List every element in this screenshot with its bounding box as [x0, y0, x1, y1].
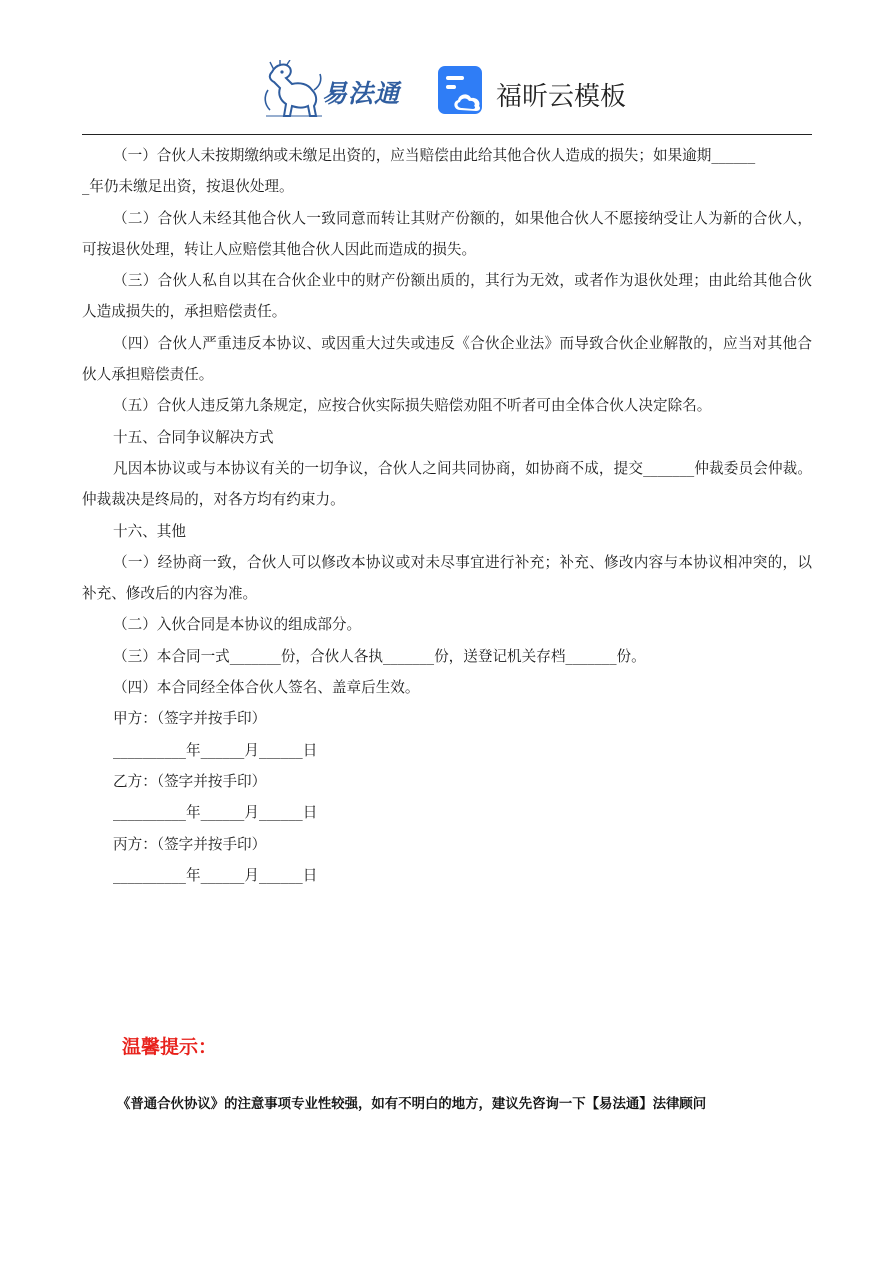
tip-title: 温馨提示： [122, 1036, 218, 1058]
clause-paragraph: （三）本合同一式_______份，合伙人各执_______份，送登记机关存档_______份。 [113, 647, 646, 665]
section-heading: 十六、其他 [113, 522, 186, 540]
signature-party-c: 丙方：（签字并按手印） [113, 835, 267, 853]
foxit-brand-text: 福昕云模板 [496, 82, 627, 112]
clause-paragraph: （四）合伙人严重违反本协议、或因重大过失或违反《合伙企业法》而导致合伙企业解散的，应当对其他合伙人承担赔偿责任。 [82, 334, 812, 384]
clause-paragraph: 凡因本协议或与本协议有关的一切争议，合伙人之间共同协商，如协商不成，提交_______仲裁委员会仲裁。仲裁裁决是终局的，对各方均有约束力。 [82, 459, 812, 509]
page-header [0, 58, 893, 124]
foxit-template-logo [436, 64, 636, 118]
section-heading: 十五、合同争议解决方式 [113, 428, 274, 446]
document-cloud-icon [436, 64, 488, 118]
yifatong-logo [262, 60, 422, 120]
clause-paragraph: （二）入伙合同是本协议的组成部分。 [113, 616, 362, 634]
tip-body: 《普通合伙协议》的注意事项专业性较强，如有不明白的地方，建议先咨询一下【易法通】法律顾问 [117, 1097, 707, 1112]
signature-party-a: 甲方：（签字并按手印） [113, 710, 267, 728]
clause-paragraph: （一）合伙人未按期缴纳或未缴足出资的，应当赔偿由此给其他合伙人造成的损失；如果逾期______ [113, 147, 756, 164]
header-divider [82, 134, 812, 135]
signature-date-c: __________年______月______日 [113, 866, 318, 884]
clause-paragraph: （三）合伙人私自以其在合伙企业中的财产份额出质的，其行为无效，或者作为退伙处理；由此给其他合伙人造成损失的，承担赔偿责任。 [82, 272, 812, 321]
signature-date-a: __________年______月______日 [113, 741, 318, 759]
clause-paragraph: （五）合伙人违反第九条规定，应按合伙实际损失赔偿劝阻不听者可由全体合伙人决定除名。 [113, 397, 712, 415]
clause-paragraph: （二）合伙人未经其他合伙人一致同意而转让其财产份额的，如果他合伙人不愿接纳受让人为新的合伙人，可按退伙处理，转让人应赔偿其他合伙人因此而造成的损失。 [82, 209, 812, 258]
clause-paragraph: （一）经协商一致，合伙人可以修改本协议或对未尽事宜进行补充；补充、修改内容与本协议相冲突的，以补充、修改后的内容为准。 [82, 553, 812, 603]
clause-paragraph: （四）本合同经全体合伙人签名、盖章后生效。 [113, 679, 420, 697]
contract-body [82, 140, 812, 891]
clause-paragraph: _年仍未缴足出资，按退伙处理。 [82, 178, 294, 196]
signature-party-b: 乙方：（签字并按手印） [113, 772, 267, 790]
signature-date-b: __________年______月______日 [113, 804, 318, 822]
yifatong-brand-text: 易法通 [322, 79, 401, 108]
qilin-horse-icon [262, 60, 324, 120]
